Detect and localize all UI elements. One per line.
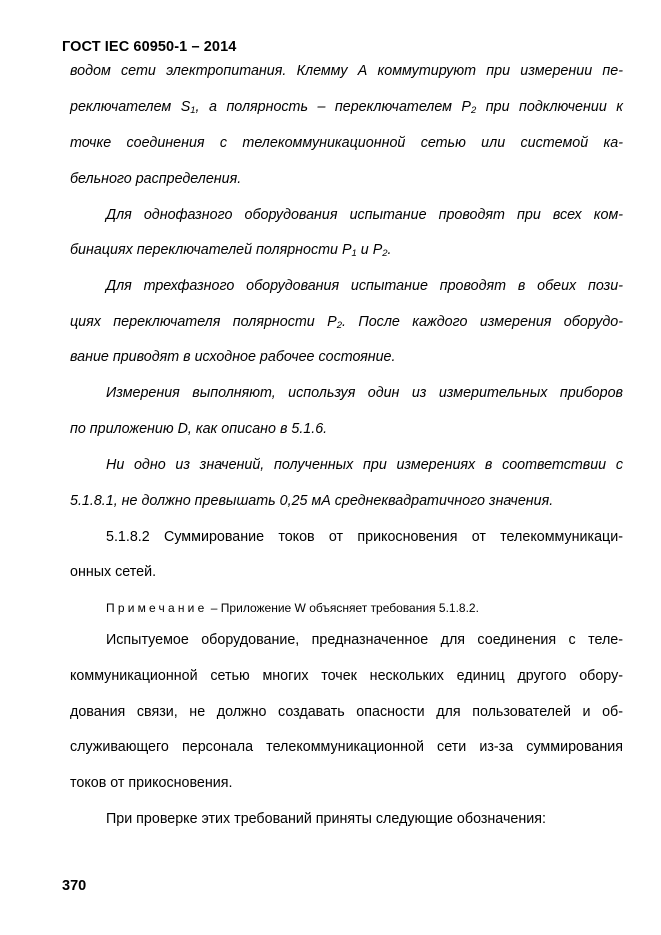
body-line: Для трехфазного оборудования испытание проводят в обеих пози-: [106, 278, 623, 294]
body-line: 5.1.8.1, не должно превышать 0,25 мА среднеквадратичного значения.: [70, 493, 554, 509]
section-heading-line: 5.1.8.2 Суммирование токов от прикосновения от телекоммуникаци-: [106, 529, 623, 545]
body-line: коммуникационной сетью многих точек нескольких единиц другого обору-: [70, 668, 623, 684]
body-line: Ни одно из значений, полученных при измерениях в соответствии с: [106, 457, 623, 473]
body-line: Испытуемое оборудование, предназначенное для соединения с теле-: [106, 632, 623, 648]
body-line: по приложению D, как описано в 5.1.6.: [70, 421, 328, 437]
note-line: Примечание – Приложение W объясняет требования 5.1.8.2.: [106, 601, 479, 615]
document-header: ГОСТ IEC 60950-1 – 2014: [62, 39, 237, 55]
body-line: бельного распределения.: [70, 171, 242, 187]
section-heading-line: онных сетей.: [70, 564, 157, 580]
body-line: вание приводят в исходное рабочее состояние.: [70, 349, 396, 365]
note-label: Примечание: [106, 601, 208, 615]
body-line: циях переключателя полярности $P_2$. После каждого измерения оборудо-: [70, 314, 623, 331]
body-line: токов от прикосновения.: [70, 775, 233, 791]
body-line: дования связи, не должно создавать опасности для пользователей и об-: [70, 704, 623, 720]
page-number: 370: [62, 878, 87, 894]
body-line: При проверке этих требований приняты следующие обозначения:: [106, 811, 546, 827]
body-line: бинациях переключателей полярности $P_1$ и $P_2$.: [70, 242, 392, 259]
body-line: Измерения выполняют, используя один из измерительных приборов: [106, 385, 623, 401]
body-line: служивающего персонала телекоммуникационной сети из-за суммирования: [70, 739, 623, 755]
body-line: Для однофазного оборудования испытание проводят при всех ком-: [106, 207, 623, 223]
body-line: реключателем $S_1$, а полярность – переключателем $P_2$ при подключении к: [70, 99, 624, 116]
body-line: точке соединения с телекоммуникационной сетью или системой ка-: [70, 135, 623, 151]
body-line: водом сети электропитания. Клемму А коммутируют при измерении пе-: [70, 63, 623, 79]
